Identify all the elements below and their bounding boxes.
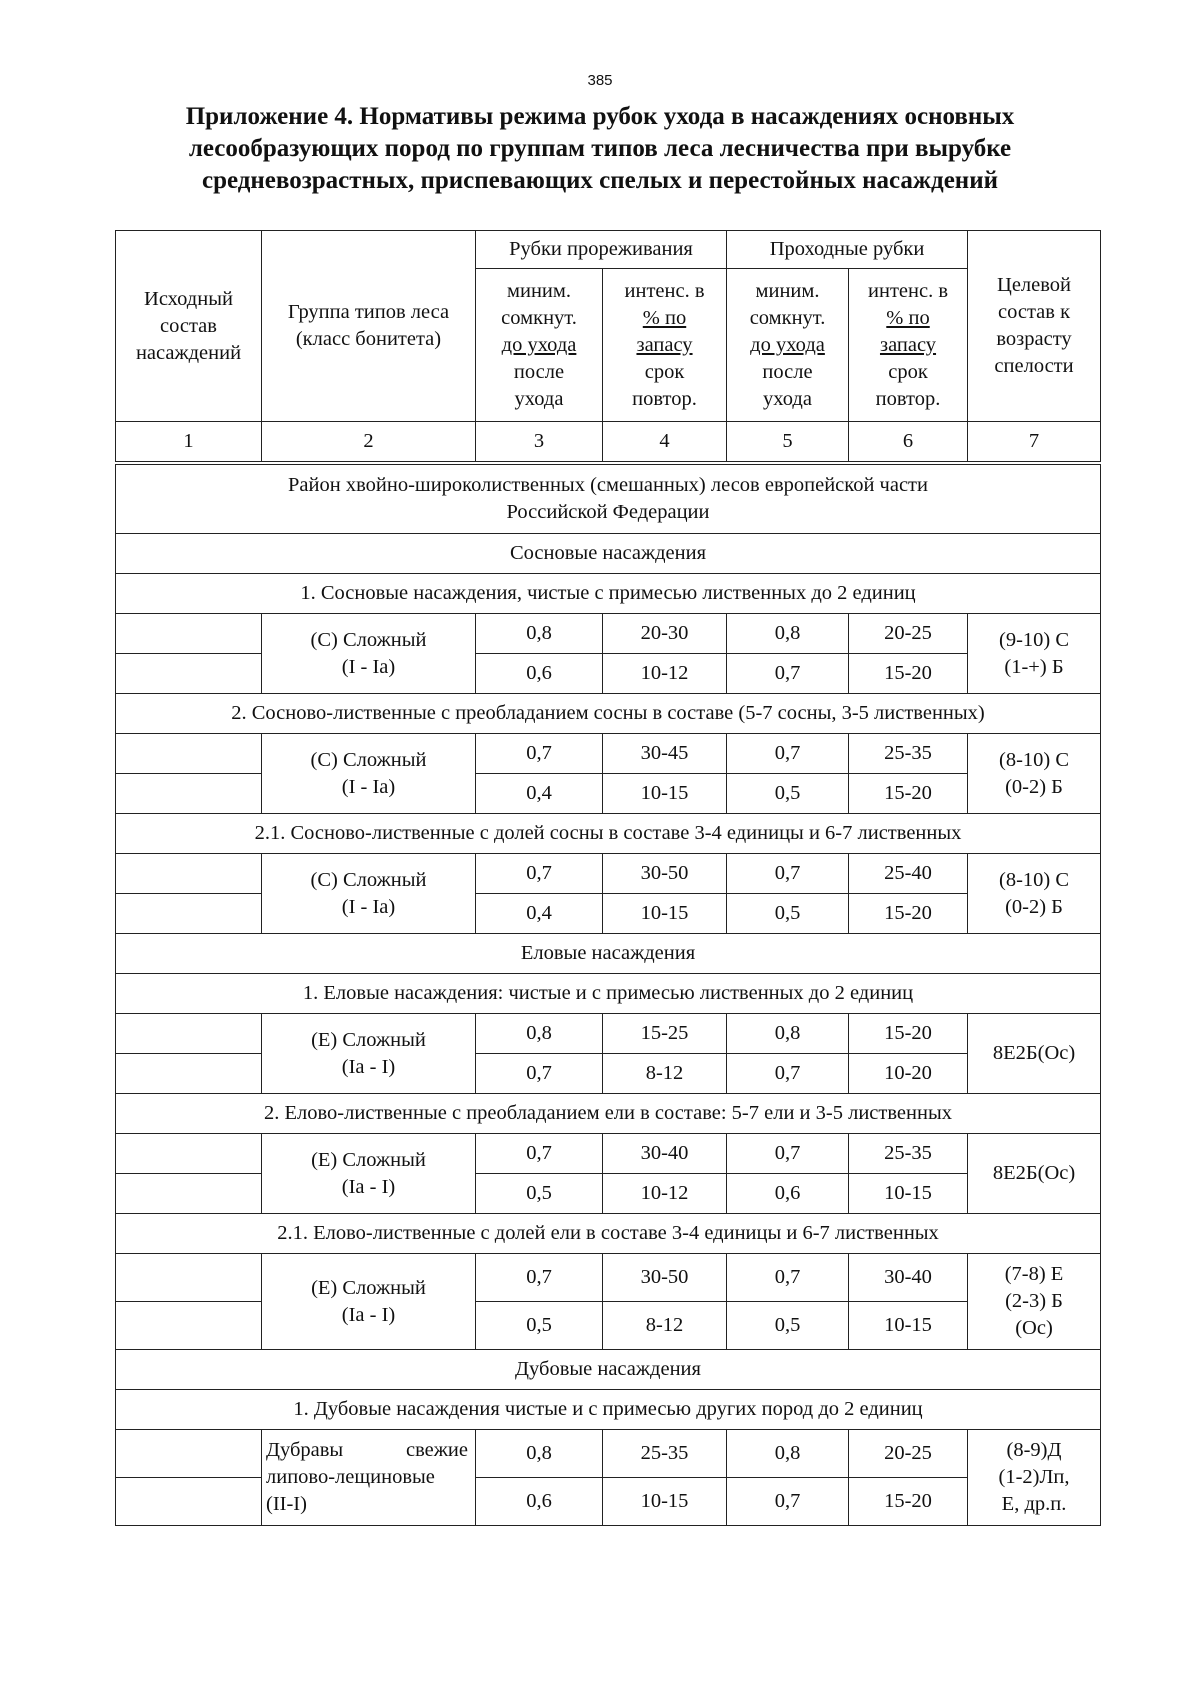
passage-intensity-cell: 10-15 [849,1174,968,1214]
title-line: Приложение 4. Нормативы режима рубок ухода в насаждениях основных [185,103,1015,130]
thinning-intensity-cell: 8-12 [603,1054,727,1094]
column-number: 7 [968,422,1101,464]
passage-intensity-cell: 10-20 [849,1054,968,1094]
thinning-min-density-cell: 0,7 [476,1134,603,1174]
title-line: лесообразующих пород по группам типов леса лесничества при вырубке [188,135,1012,162]
group-row [116,1214,1101,1254]
header-intensity-passage: интенс. в % по запасу срок повтор. [849,269,968,422]
initial-composition-cell [116,654,262,694]
table-row [116,1430,1101,1478]
forest-type-text: (Е) Сложный [311,1276,426,1299]
group-row [116,694,1101,734]
group-row [116,1390,1101,1430]
header-passage-cutting: Проходные рубки [727,231,968,269]
passage-intensity-cell: 25-35 [849,1134,968,1174]
passage-intensity-cell: 20-25 [849,1430,968,1478]
document-title [100,101,1100,197]
passage-min-density-cell: 0,8 [727,1430,849,1478]
target-composition-text: (8-10) С [999,748,1070,771]
passage-intensity-cell: 15-20 [849,1478,968,1526]
target-composition-text: (9-10) С [999,628,1070,651]
forest-type-text: (Ia - I) [341,1055,396,1078]
section-title: Дубовые насаждения [116,1350,1101,1390]
forest-type-cell [262,614,476,694]
table-row [116,1134,1101,1174]
table-row [116,734,1101,774]
thinning-intensity-cell: 10-15 [603,1478,727,1526]
forest-type-cell [262,854,476,934]
target-composition-text: (0-2) Б [1005,895,1063,918]
forest-type-text: (С) Сложный [310,628,427,651]
column-number: 2 [262,422,476,464]
thinning-intensity-cell: 10-12 [603,654,727,694]
target-composition-cell [968,854,1101,934]
header-initial-composition: Исходный состав насаждений [116,231,262,422]
table-row [116,1014,1101,1054]
thinning-min-density-cell: 0,4 [476,774,603,814]
section-row [116,534,1101,574]
title-line: средневозрастных, приспевающих спелых и перестойных насаждений [201,167,999,194]
group-row [116,814,1101,854]
passage-min-density-cell: 0,7 [727,1478,849,1526]
initial-composition-cell [116,1014,262,1054]
thinning-min-density-cell: 0,5 [476,1302,603,1350]
target-composition-text: (1-+) Б [1004,655,1064,678]
thinning-intensity-cell: 30-50 [603,854,727,894]
group-title: 2. Сосново-лиственные с преобладанием сосны в составе (5-7 сосны, 3-5 лиственных) [116,694,1101,734]
passage-min-density-cell: 0,7 [727,654,849,694]
norms-table [115,230,1101,1526]
forest-type-text: (II-I) [266,1493,307,1515]
passage-intensity-cell: 15-20 [849,774,968,814]
target-composition-text: (0-2) Б [1005,775,1063,798]
table-row [116,854,1101,894]
target-composition-cell [968,734,1101,814]
target-composition-cell [968,1014,1101,1094]
thinning-intensity-cell: 30-40 [603,1134,727,1174]
target-composition-text: (7-8) Е [1004,1263,1064,1285]
region-row [116,463,1101,534]
header-thinning: Рубки прореживания [476,231,727,269]
thinning-min-density-cell: 0,7 [476,1054,603,1094]
target-composition-text: (8-9)Д [1006,1439,1062,1461]
initial-composition-cell [116,1174,262,1214]
initial-composition-cell [116,1054,262,1094]
group-title: 2. Елово-лиственные с преобладанием ели в составе: 5-7 ели и 3-5 лиственных [116,1094,1101,1134]
thinning-min-density-cell: 0,7 [476,1254,603,1302]
forest-type-text: (I - Ia) [341,775,396,798]
passage-min-density-cell: 0,5 [727,894,849,934]
column-number: 1 [116,422,262,464]
thinning-intensity-cell: 10-15 [603,894,727,934]
target-composition-text: 8Е2Б(Ос) [992,1162,1076,1184]
thinning-min-density-cell: 0,8 [476,614,603,654]
thinning-intensity-cell: 30-50 [603,1254,727,1302]
thinning-min-density-cell: 0,7 [476,734,603,774]
forest-type-text: (С) Сложный [310,748,427,771]
thinning-intensity-cell: 30-45 [603,734,727,774]
header-intensity-thinning: интенс. в % по запасу срок повтор. [603,269,727,422]
passage-min-density-cell: 0,5 [727,774,849,814]
forest-type-text: (Ia - I) [341,1175,396,1198]
forest-type-text: (I - Ia) [341,655,396,678]
forest-type-text: Дубравы [266,1439,344,1461]
thinning-intensity-cell: 15-25 [603,1014,727,1054]
forest-type-text: (Е) Сложный [311,1028,426,1051]
section-row [116,1350,1101,1390]
initial-composition-cell [116,1430,262,1478]
forest-type-text: (Ia - I) [341,1303,396,1326]
passage-min-density-cell: 0,8 [727,1014,849,1054]
passage-min-density-cell: 0,7 [727,1254,849,1302]
passage-min-density-cell: 0,7 [727,1134,849,1174]
initial-composition-cell [116,774,262,814]
header-min-density-passage: миним. сомкнут. до ухода после ухода [727,269,849,422]
passage-intensity-cell: 10-15 [849,1302,968,1350]
passage-intensity-cell: 20-25 [849,614,968,654]
target-composition-cell [968,1430,1101,1526]
initial-composition-cell [116,854,262,894]
passage-min-density-cell: 0,7 [727,854,849,894]
group-row [116,1094,1101,1134]
thinning-intensity-cell: 25-35 [603,1430,727,1478]
section-row [116,934,1101,974]
group-title: 2.1. Сосново-лиственные с долей сосны в составе 3-4 единицы и 6-7 лиственных [116,814,1101,854]
thinning-min-density-cell: 0,8 [476,1014,603,1054]
thinning-min-density-cell: 0,6 [476,654,603,694]
thinning-min-density-cell: 0,6 [476,1478,603,1526]
forest-type-cell [262,1134,476,1214]
table-row [116,614,1101,654]
forest-type-text: (I - Ia) [341,895,396,918]
target-composition-text: (1-2)Лп, [998,1466,1070,1488]
forest-type-text: липово-лещиновые [266,1466,435,1488]
passage-min-density-cell: 0,5 [727,1302,849,1350]
initial-composition-cell [116,894,262,934]
section-title: Еловые насаждения [116,934,1101,974]
passage-intensity-cell: 25-35 [849,734,968,774]
column-number-row [116,422,1101,464]
table-row [116,1254,1101,1302]
initial-composition-cell [116,1302,262,1350]
forest-type-cell [262,734,476,814]
target-composition-cell [968,614,1101,694]
target-composition-text: (2-3) Б [1005,1290,1063,1312]
group-title: 1. Сосновые насаждения, чистые с примесью лиственных до 2 единиц [116,574,1101,614]
thinning-min-density-cell: 0,8 [476,1430,603,1478]
target-composition-text: 8Е2Б(Ос) [992,1042,1076,1064]
initial-composition-cell [116,1254,262,1302]
passage-intensity-cell: 25-40 [849,854,968,894]
initial-composition-cell [116,734,262,774]
forest-type-text: (С) Сложный [310,868,427,891]
target-composition-text: (8-10) С [999,868,1070,891]
column-number: 4 [603,422,727,464]
passage-min-density-cell: 0,8 [727,614,849,654]
passage-min-density-cell: 0,7 [727,1054,849,1094]
group-title: 1. Еловые насаждения: чистые и с примесью лиственных до 2 единиц [116,974,1101,1014]
group-row [116,974,1101,1014]
initial-composition-cell [116,1478,262,1526]
section-title: Сосновые насаждения [116,534,1101,574]
initial-composition-cell [116,614,262,654]
passage-min-density-cell: 0,7 [727,734,849,774]
thinning-min-density-cell: 0,4 [476,894,603,934]
group-row [116,574,1101,614]
column-number: 5 [727,422,849,464]
target-composition-cell [968,1254,1101,1350]
group-title: 2.1. Елово-лиственные с долей ели в составе 3-4 единицы и 6-7 лиственных [116,1214,1101,1254]
target-composition-text: (Ос) [1015,1317,1053,1339]
forest-type-text: свежие [406,1439,468,1461]
header-min-density-thinning: миним. сомкнут. до ухода после ухода [476,269,603,422]
passage-intensity-cell: 30-40 [849,1254,968,1302]
column-number: 6 [849,422,968,464]
passage-intensity-cell: 15-20 [849,654,968,694]
region-title: Район хвойно-широколиственных (смешанных) лесов европейской части Российской Федерации [116,463,1101,534]
header-target-composition: Целевой состав к возрасту спелости [968,231,1101,422]
column-number: 3 [476,422,603,464]
thinning-intensity-cell: 10-15 [603,774,727,814]
forest-type-text: (Е) Сложный [311,1148,426,1171]
thinning-intensity-cell: 8-12 [603,1302,727,1350]
thinning-intensity-cell: 20-30 [603,614,727,654]
forest-type-cell [262,1430,476,1526]
header-forest-type-group: Группа типов леса (класс бонитета) [262,231,476,422]
thinning-min-density-cell: 0,7 [476,854,603,894]
target-composition-text: Е, др.п. [1001,1493,1067,1515]
page-number: 385 [587,72,613,89]
passage-min-density-cell: 0,6 [727,1174,849,1214]
group-title: 1. Дубовые насаждения чистые и с примесью других пород до 2 единиц [116,1390,1101,1430]
passage-intensity-cell: 15-20 [849,894,968,934]
thinning-intensity-cell: 10-12 [603,1174,727,1214]
forest-type-cell [262,1014,476,1094]
forest-type-cell [262,1254,476,1350]
target-composition-cell [968,1134,1101,1214]
passage-intensity-cell: 15-20 [849,1014,968,1054]
thinning-min-density-cell: 0,5 [476,1174,603,1214]
initial-composition-cell [116,1134,262,1174]
